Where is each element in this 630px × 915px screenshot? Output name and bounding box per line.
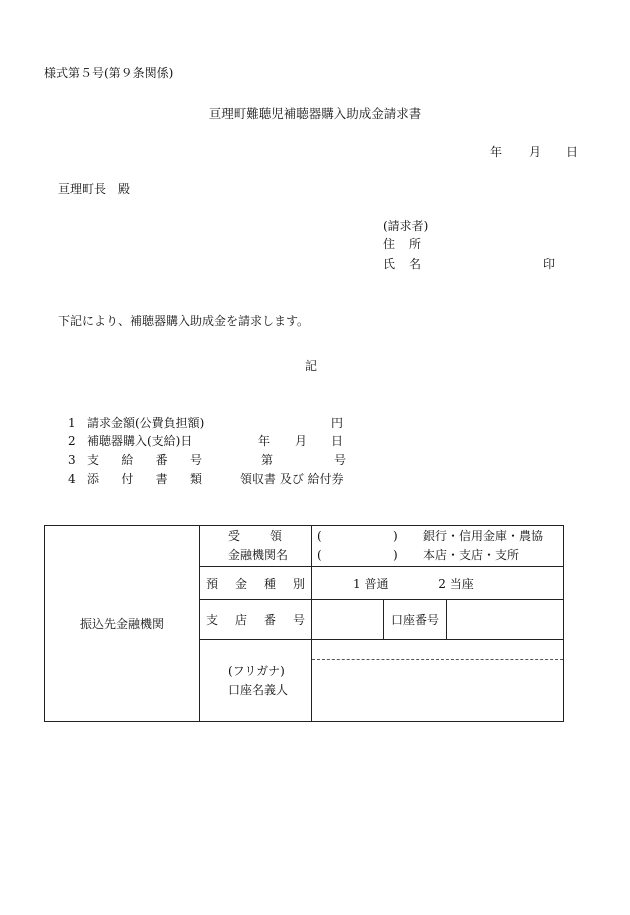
deposit-type-label-cell bbox=[200, 567, 312, 600]
ki-heading: 記 bbox=[305, 359, 318, 373]
account-number-label: 口座番号 bbox=[384, 600, 447, 640]
branch-number-input[interactable] bbox=[312, 600, 384, 640]
item-1-label: 請求金額(公費負担額) bbox=[87, 416, 205, 430]
item-1-unit: 円 bbox=[331, 416, 344, 430]
addressee-honorific: 殿 bbox=[118, 182, 131, 196]
bank-account-table bbox=[44, 525, 564, 722]
requester-address-label: 住 所 bbox=[383, 237, 421, 251]
item-2-month: 月 bbox=[295, 434, 308, 448]
bank-section-label: 振込先金融機関 bbox=[45, 526, 200, 722]
item-3-suffix: 号 bbox=[334, 453, 347, 467]
item-4-number: 4 bbox=[68, 472, 76, 486]
item-3-number: 3 bbox=[68, 453, 76, 467]
deposit-type-label: 預 金 種 別 bbox=[206, 576, 305, 591]
addressee bbox=[58, 182, 130, 196]
item-4-label: 添 付 書 類 bbox=[87, 472, 202, 486]
date-day-label: 日 bbox=[566, 145, 579, 159]
item-2-day: 日 bbox=[331, 434, 344, 448]
branch-type-row: ( ) 本店・支店・支所 bbox=[312, 546, 563, 565]
date-year-label: 年 bbox=[490, 145, 503, 159]
account-holder-label: 口座名義人 bbox=[228, 682, 289, 697]
item-3-label: 支 給 番 号 bbox=[87, 453, 202, 467]
branch-number-label: 支 店 番 号 bbox=[206, 613, 305, 627]
institution-name-cell[interactable] bbox=[312, 526, 564, 567]
item-2-year: 年 bbox=[258, 434, 271, 448]
deposit-option-current[interactable]: 2 当座 bbox=[438, 576, 474, 591]
receive-label: 受 領 bbox=[228, 529, 282, 543]
institution-type-row: ( ) 銀行・信用金庫・農協 bbox=[312, 527, 563, 546]
document-title: 亘理町難聴児補聴器購入助成金請求書 bbox=[208, 106, 422, 121]
item-4-value: 領収書 及び 給付券 bbox=[240, 472, 344, 486]
item-2-label: 補聴器購入(支給)日 bbox=[87, 434, 193, 448]
account-holder-cell[interactable] bbox=[312, 640, 564, 722]
furigana-input[interactable] bbox=[312, 640, 563, 660]
item-3-prefix: 第 bbox=[261, 453, 274, 467]
institution-types: 銀行・信用金庫・農協 bbox=[423, 529, 544, 543]
account-number-input[interactable] bbox=[447, 600, 564, 640]
deposit-option-ordinary[interactable]: 1 普通 bbox=[353, 576, 389, 591]
account-holder-label-cell bbox=[200, 640, 312, 722]
branch-types: 本店・支店・支所 bbox=[423, 548, 520, 562]
institution-label-cell bbox=[200, 526, 312, 567]
requester-name-label: 氏 名 bbox=[383, 257, 421, 271]
account-holder-input[interactable] bbox=[312, 660, 563, 720]
seal-mark: 印 bbox=[543, 257, 556, 271]
deposit-type-cell[interactable] bbox=[312, 567, 564, 600]
date-month-label: 月 bbox=[529, 145, 542, 159]
form-number: 様式第５号(第９条関係) bbox=[44, 66, 174, 80]
requester-heading: (請求者) bbox=[383, 219, 429, 233]
branch-number-label-cell bbox=[200, 600, 312, 640]
intro-text: 下記により、補聴器購入助成金を請求します。 bbox=[58, 314, 310, 328]
item-1-number: 1 bbox=[68, 416, 76, 430]
addressee-name: 亘理町長 bbox=[58, 182, 107, 196]
item-2-number: 2 bbox=[68, 434, 76, 448]
furigana-label: (フリガナ) bbox=[228, 663, 285, 678]
institution-label: 金融機関名 bbox=[228, 548, 289, 562]
